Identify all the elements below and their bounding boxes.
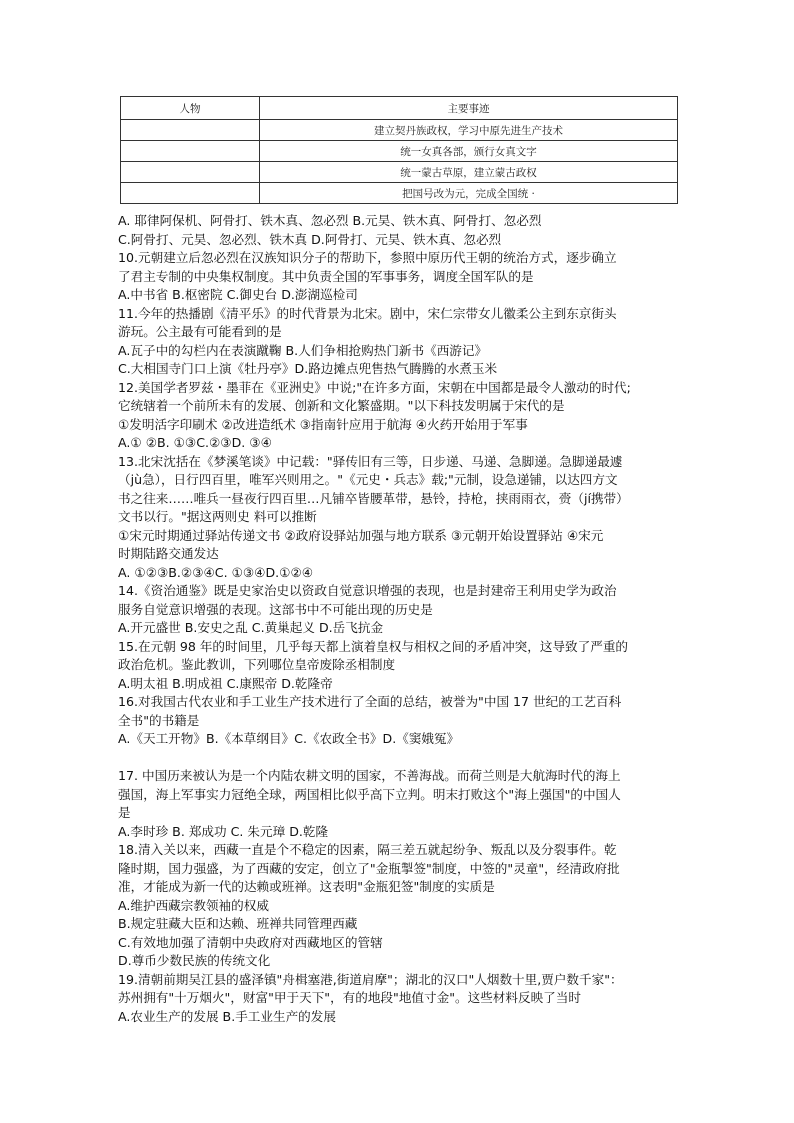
text-line: 时期陆路交通发达	[118, 546, 219, 561]
text-line: C.大相国寺门口上演《牡丹亭》D.路边摊点兜售热气腾腾的水煮玉米	[118, 361, 498, 376]
text-line: A.开元盛世 B.安史之乱 C.黄巢起义 D.岳飞抗金	[118, 620, 384, 635]
table-cell	[121, 120, 260, 141]
text-line: 16.对我国古代农业和手工业生产技术进行了全面的总结，被誉为"中国 17 世纪的工艺百科	[118, 694, 622, 709]
text-line: 是	[118, 805, 131, 820]
table-cell: 建立契丹族政权，学习中原先进生产技术	[260, 120, 678, 141]
text-line: ①宋元时期通过驿站传递文书 ②政府设驿站加强与地方联系 ③元朝开始设置驿站 ④宋元	[118, 527, 604, 543]
text-line: 14.《资治通鉴》既是史家治史以资政自觉意识增强的表现，也是封建帝王利用史学为政治	[118, 583, 617, 598]
table-cell	[121, 141, 260, 162]
table-row	[121, 141, 678, 162]
text-line: 了君主专制的中央集权制度。其中负责全国的军事事务，调度全国军队的是	[118, 268, 534, 284]
text-line: A. 耶律阿保机、阿骨打、铁木真、忽必烈 B.元昊、铁木真、阿骨打、忽必烈	[118, 213, 542, 228]
table-row	[121, 162, 678, 183]
question-text-body	[118, 212, 688, 1026]
text-line: 文书以行。"据这两则史 料可以推断	[118, 509, 317, 524]
text-line: 游玩。公主最有可能看到的是	[118, 324, 282, 339]
table-row	[121, 183, 678, 204]
table-header-row	[121, 97, 678, 120]
table-cell	[121, 183, 260, 204]
text-line: 11.今年的热播剧《清平乐》的时代背景为北宋。剧中，宋仁宗带女儿徽柔公主到东京街头	[118, 305, 617, 321]
text-line: A.维护西藏宗教领袖的权威	[118, 897, 269, 913]
table-header-cell: 主要事迹	[260, 97, 678, 120]
text-line: 准，才能成为新一代的达赖或班禅。这表明"金瓶犯签"制度的实质是	[118, 879, 495, 894]
text-line: 全书"的书籍是	[118, 712, 200, 728]
table-row	[121, 120, 678, 141]
text-line: 苏州拥有"十万烟火"，财富"甲于天下"，有的地段"地值寸金"。这些材料反映了当时	[118, 990, 581, 1005]
text-line: （jù急），日行四百里，唯军兴则用之。"《元史・兵志》载;"元制，设急递铺，以达四方文	[118, 472, 618, 487]
text-line: 19.清朝前期吴江县的盛泽镇"舟楫塞港,街道肩摩"；湖北的汉口"人烟数十里,贾户数千家"：	[118, 971, 623, 987]
table-cell: 统一女真各部，颁行女真文字	[260, 141, 678, 162]
text-line: 政治危机。鉴此教训，下列哪位皇帝废除丞相制度	[118, 657, 396, 672]
text-line: C.有效地加强了清朝中央政府对西藏地区的管辖	[118, 934, 383, 950]
text-line: 服务自觉意识增强的表现。这部书中不可能出现的历史是	[118, 601, 433, 617]
text-line: A.① ②B. ①③C.②③D. ③④	[118, 435, 272, 450]
text-line: ①发明活字印刷术 ②改进造纸术 ③指南针应用于航海 ④火药开始用于军事	[118, 416, 528, 432]
text-line: 隆时期，国力强盛，为了西藏的安定，创立了"金瓶掣签"制度，中签的"灵童"，经清政府批	[118, 860, 620, 876]
text-line: 15.在元朝 98 年的时间里，几乎每天都上演着皇权与相权之间的矛盾冲突，这导致了严重的	[118, 638, 629, 654]
text-line: A. ①②③B.②③④C. ①③④D.①②④	[118, 564, 314, 580]
text-line: 它统辖着一个前所未有的发展、创新和文化繁盛期。"以下科技发明属于宋代的是	[118, 398, 565, 413]
text-line: D.尊币少数民族的传统文化	[118, 953, 271, 968]
text-line: 13.北宋沈括在《梦溪笔谈》中记载："驿传旧有三等，日步递、马递、急脚递。急脚递最遽	[118, 453, 623, 469]
table-header-cell: 人物	[121, 97, 260, 120]
text-line: A.中书省 B.枢密院 C.御史台 D.澎湖巡检司	[118, 287, 358, 302]
history-figures-table	[120, 96, 678, 204]
text-line: A.《天工开物》B.《本草纲目》C.《农政全书》D.《窦娥冤》	[118, 731, 460, 746]
text-line: A.李时珍 B. 郑成功 C. 朱元璋 D.乾隆	[118, 823, 329, 839]
text-line: 强国，海上军事实力冠绝全球，两国相比似乎高下立判。明末打败这个"海上强国"的中国人	[118, 786, 621, 802]
text-line: 18.清入关以来，西藏一直是个不稳定的因素，隔三差五就起纷争、叛乱以及分裂事件。乾	[118, 842, 617, 857]
table-cell: 把国号改为元，完成全国统 ·	[260, 183, 678, 204]
table-cell: 统一蒙古草原，建立蒙古政权	[260, 162, 678, 183]
text-line: 书之往来……唯兵一昼夜行四百里…凡铺卒皆腰革带，悬铃，持枪，挟雨雨衣，赍（jí携带）	[118, 490, 629, 506]
text-line: A.农业生产的发展 B.手工业生产的发展	[118, 1008, 336, 1024]
text-line: A.瓦子中的勾栏内在表演蹴鞠 B.人们争相抢购热门新书《西游记》	[118, 342, 488, 358]
text-line: 10.元朝建立后忽必烈在汉族知识分子的帮助下，参照中原历代王朝的统治方式，逐步确立	[118, 250, 617, 265]
text-line: B.规定驻藏大臣和达赖、班禅共同管理西藏	[118, 916, 358, 931]
text-line	[118, 749, 688, 768]
text-line: C.阿骨打、元昊、忽必烈、铁木真 D.阿骨打、元昊、铁木真、忽必烈	[118, 231, 502, 247]
text-line: 17. 中国历来被认为是一个内陆农耕文明的国家，不善海战。而荷兰则是大航海时代的海上	[118, 768, 621, 783]
table-cell	[121, 162, 260, 183]
text-line: A.明太祖 B.明成祖 C.康熙帝 D.乾隆帝	[118, 675, 333, 691]
text-line: 12.美国学者罗兹・墨菲在《亚洲史》中说;"在许多方面，宋朝在中国都是最令人激动的时代;	[118, 379, 631, 395]
